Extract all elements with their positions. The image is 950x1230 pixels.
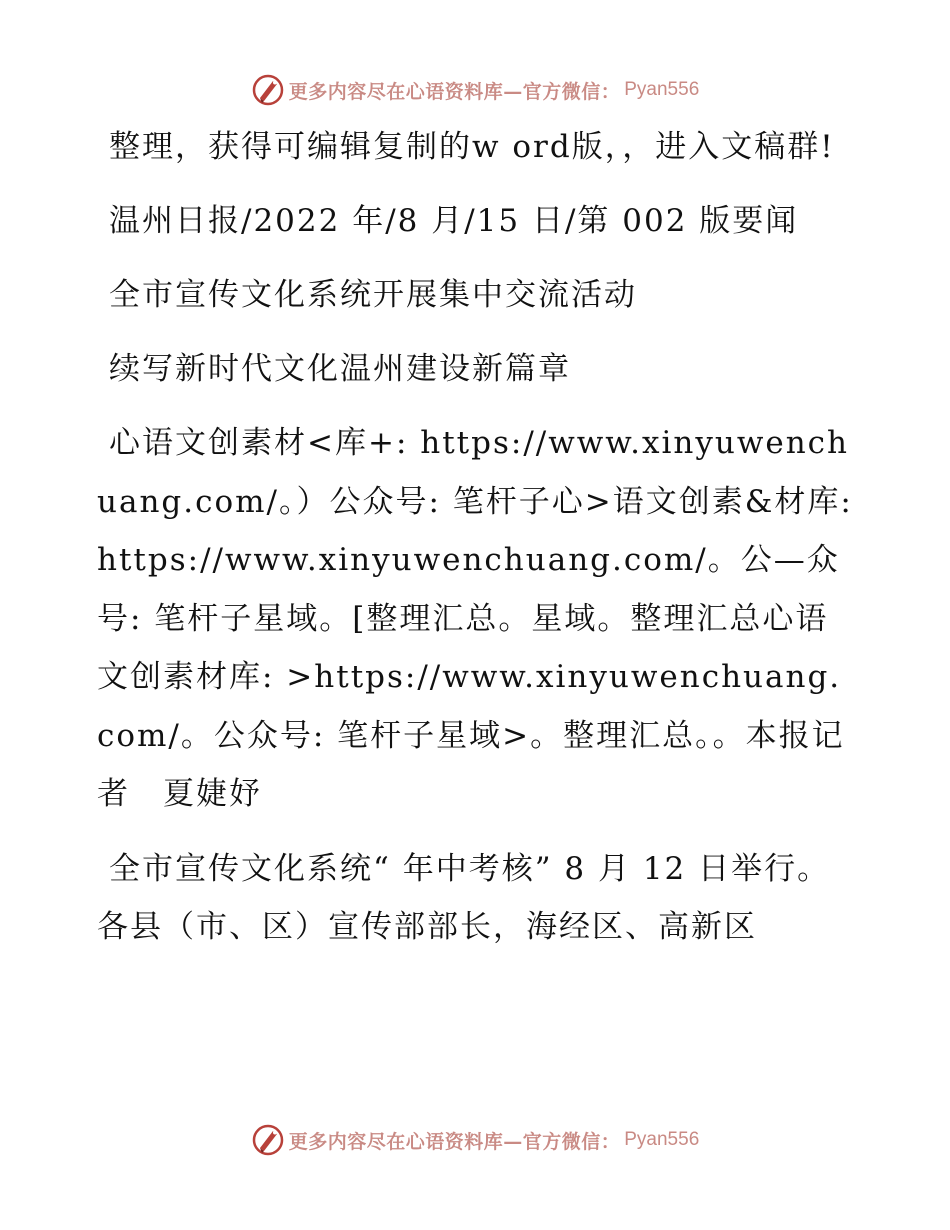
paragraph-intro: 整理，获得可编辑复制的w ord版，，进入文稿群! xyxy=(109,129,835,165)
banner-text: 更多内容尽在心语资料库—官方微信： xyxy=(288,80,621,103)
paragraph-body: 全市宣传文化系统“ 年中考核” 8 月 12 日举行。各县（市、区）宣传部部长，海经区、高新区 xyxy=(97,850,831,945)
banner-text: 更多内容尽在心语资料库—官方微信： xyxy=(288,1130,621,1153)
paragraph-headline: 全市宣传文化系统开展集中交流活动 xyxy=(109,277,637,313)
header-banner xyxy=(0,70,950,110)
document-body xyxy=(97,118,857,956)
banner-wechat-id: Pyan556 xyxy=(624,79,700,100)
pen-logo-icon xyxy=(251,73,285,107)
paragraph-source-line: 温州日报/2022 年/8 月/15 日/第 002 版要闻 xyxy=(109,203,799,239)
pen-logo-icon xyxy=(251,1123,285,1157)
paragraph-subheadline: 续写新时代文化温州建设新篇章 xyxy=(109,351,571,387)
footer-banner xyxy=(0,1120,950,1160)
paragraph-promo: 心语文创素材<库+: https://www.xinyuwenchuang.com/。）公众号: 笔杆子心>语文创素&材库: https://www.xinyuwenchuang.com/。公—众号: 笔杆子星域。[整理汇总。星域。整理汇总心语文创素材库: >https://www.xinyuwenchuang.com/。公众号: 笔杆子星域>。整理汇总。。本报记者 夏婕妤 xyxy=(97,425,853,812)
banner-wechat-id: Pyan556 xyxy=(624,1129,700,1150)
